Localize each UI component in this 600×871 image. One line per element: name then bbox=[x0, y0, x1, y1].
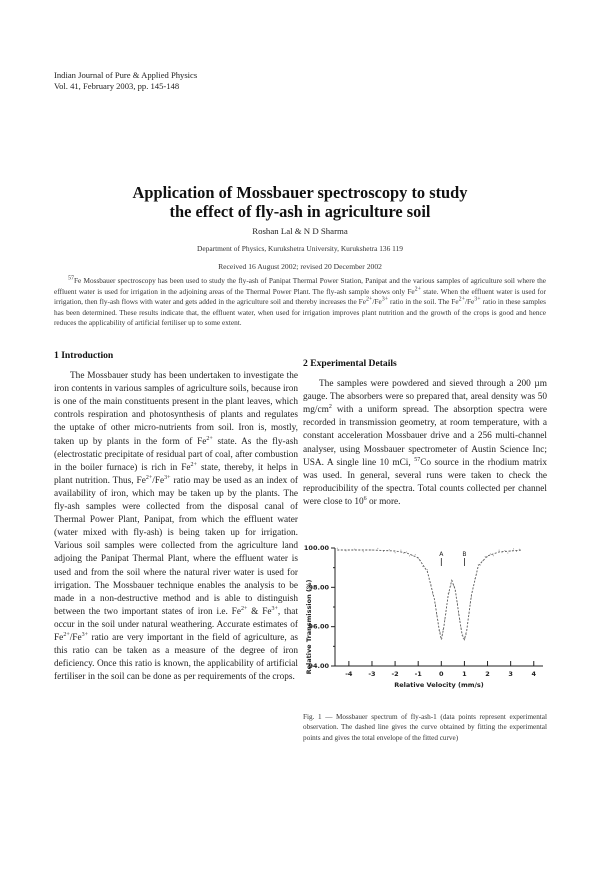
abstract bbox=[54, 276, 546, 329]
journal-name: Indian Journal of Pure & Applied Physics bbox=[54, 70, 198, 80]
svg-text:Relative Transmission (%): Relative Transmission (%) bbox=[305, 579, 313, 675]
svg-text:2: 2 bbox=[485, 670, 490, 678]
svg-text:A: A bbox=[439, 551, 444, 558]
superscript: 2+ bbox=[365, 296, 373, 303]
title-line-1: Application of Mossbauer spectroscopy to study bbox=[132, 183, 468, 202]
abstract-text: /Fe bbox=[372, 297, 382, 307]
paper-title bbox=[0, 183, 600, 221]
superscript: 3+ bbox=[381, 296, 389, 303]
figure-caption: Fig. 1 — Mossbauer spectrum of fly-ash-1 (data points represent experimental observation. The dashed line gives the curve obtained by fitting the experimental points and gives the total envelope of the fitted curve) bbox=[303, 713, 547, 742]
abstract-text: ratio in the soil. The Fe bbox=[388, 297, 459, 307]
svg-text:B: B bbox=[462, 551, 467, 558]
mossbauer-spectrum-plot bbox=[303, 540, 565, 700]
figure-1-chart bbox=[303, 540, 565, 700]
svg-text:94.00: 94.00 bbox=[308, 662, 329, 670]
affiliation: Department of Physics, Kurukshetra University, Kurukshetra 136 119 bbox=[197, 244, 403, 253]
svg-text:-4: -4 bbox=[345, 670, 353, 678]
superscript: 57 bbox=[68, 275, 74, 282]
abstract-text: state. When the effluent water is used for irrigation, then fly-ash flows with water and gets added in the agriculture soil and thereby increases the Fe bbox=[54, 286, 546, 307]
superscript: 2+ bbox=[458, 296, 465, 303]
svg-text:96.00: 96.00 bbox=[308, 622, 329, 631]
abstract-text: Fe Mossbauer spectroscopy has been used to study the fly-ash of Panipat Thermal Power Station, Panipat and the various samples of agriculture soil where the effluent water is used for irrigation in the adjoining areas of the Thermal Power Plant. The fly-ash sample shows only Fe bbox=[54, 276, 546, 296]
journal-volume: Vol. 41, February 2003, pp. 145-148 bbox=[54, 81, 180, 91]
svg-text:3: 3 bbox=[508, 670, 513, 678]
section-heading: 2 Experimental Details bbox=[303, 358, 397, 369]
experimental-paragraph: The samples were powdered and sieved through a 200 µm gauge. The absorbers were so prepared that, areal density was 50 $mg/cm^2$ with a uniform spread. The absorption spectra were recorded in transmission geometry, at room temperature, with a constant acceleration Mossbauer drive and a 256 multi-channel analyser, using Mossbauer spectrometer of Austin Science Inc; USA. A single line 10 mCi, $^{57}$Co source in the rhodium matrix was used. In general, several runs were taken to check the reproducibility of the spectra. Total counts collected per channel were close to $10^6$ or more. bbox=[303, 379, 547, 507]
title-line-2: the effect of fly-ash in agriculture soil bbox=[169, 202, 431, 221]
superscript: 3+ bbox=[474, 296, 481, 303]
svg-text:-3: -3 bbox=[368, 670, 376, 678]
svg-text:4: 4 bbox=[531, 670, 537, 678]
section-heading: 1 Introduction bbox=[54, 350, 114, 361]
svg-text:Relative Velocity (mm/s): Relative Velocity (mm/s) bbox=[394, 681, 484, 689]
received-dates: Received 16 August 2002; revised 20 December 2002 bbox=[218, 262, 382, 271]
superscript: 2+ bbox=[414, 286, 422, 293]
section-experimental bbox=[303, 357, 547, 509]
intro-paragraph: The Mossbauer study has been undertaken to investigate the iron contents in various samples of agriculture soils, because iron is one of the main constituents present in the plant leaves, which controls respiration and photosynthesis of plants and regulates the uptake of other micro-nutrients from soil. Iron is, mostly, taken up by plants in the form of $Fe^{2+}$ state. As the fly-ash (electrostatic precipitate of residual part of coal, after combustion in the boiler furnace) is rich in $Fe^{2+}$ state, thereby, it helps in plant nutrition. Thus, $Fe^{2+}/Fe^{3+}$ ratio may be used as an index of availability of iron, which may be taken up by the plants. The fly-ash samples were collected from the disposal canal of Thermal Power Plant, Panipat, from which the effluent water (water mixed with fly-ash) is being taken up for irrigation. Various soil samples were collected from the agriculture land adjoing the Panipat Thermal Plant, where the effluent water is used and from the soil where the natural river water is used for irrigation. The Mossbauer technique enables the analysis to be made in a non-destructive method and is able to distinguish between the two important states of iron i.e. $Fe^{2+}$ & $Fe^{3+}$, that occur in the soil under natural weathering. Accurate estimates of $Fe^{2+}/Fe^{3+}$ ratio are very important in the field of agriculture, as this ratio can be taken as a measure of the degree of iron deficiency. Once this ratio is known, the applicability of artificial fertiliser in the soil can be done as per requirements of the crops. bbox=[54, 371, 299, 683]
svg-text:0: 0 bbox=[439, 670, 444, 678]
svg-text:1: 1 bbox=[462, 670, 467, 678]
svg-text:98.00: 98.00 bbox=[308, 583, 329, 592]
abstract-text: ratio in these samples has been determined. These results indicate that, the effluent water, when used for irrigation improves plant nutrition and the growth of the crops is good and hence reduces the applicability of artificial fertiliser up to some extent. bbox=[54, 297, 546, 328]
section-introduction bbox=[54, 349, 298, 684]
svg-text:100.00: 100.00 bbox=[303, 544, 329, 552]
authors: Roshan Lal & N D Sharma bbox=[252, 226, 348, 236]
svg-text:-2: -2 bbox=[391, 670, 399, 678]
journal-header bbox=[54, 70, 197, 92]
svg-text:-1: -1 bbox=[414, 670, 422, 678]
abstract-text: /Fe bbox=[464, 297, 475, 307]
